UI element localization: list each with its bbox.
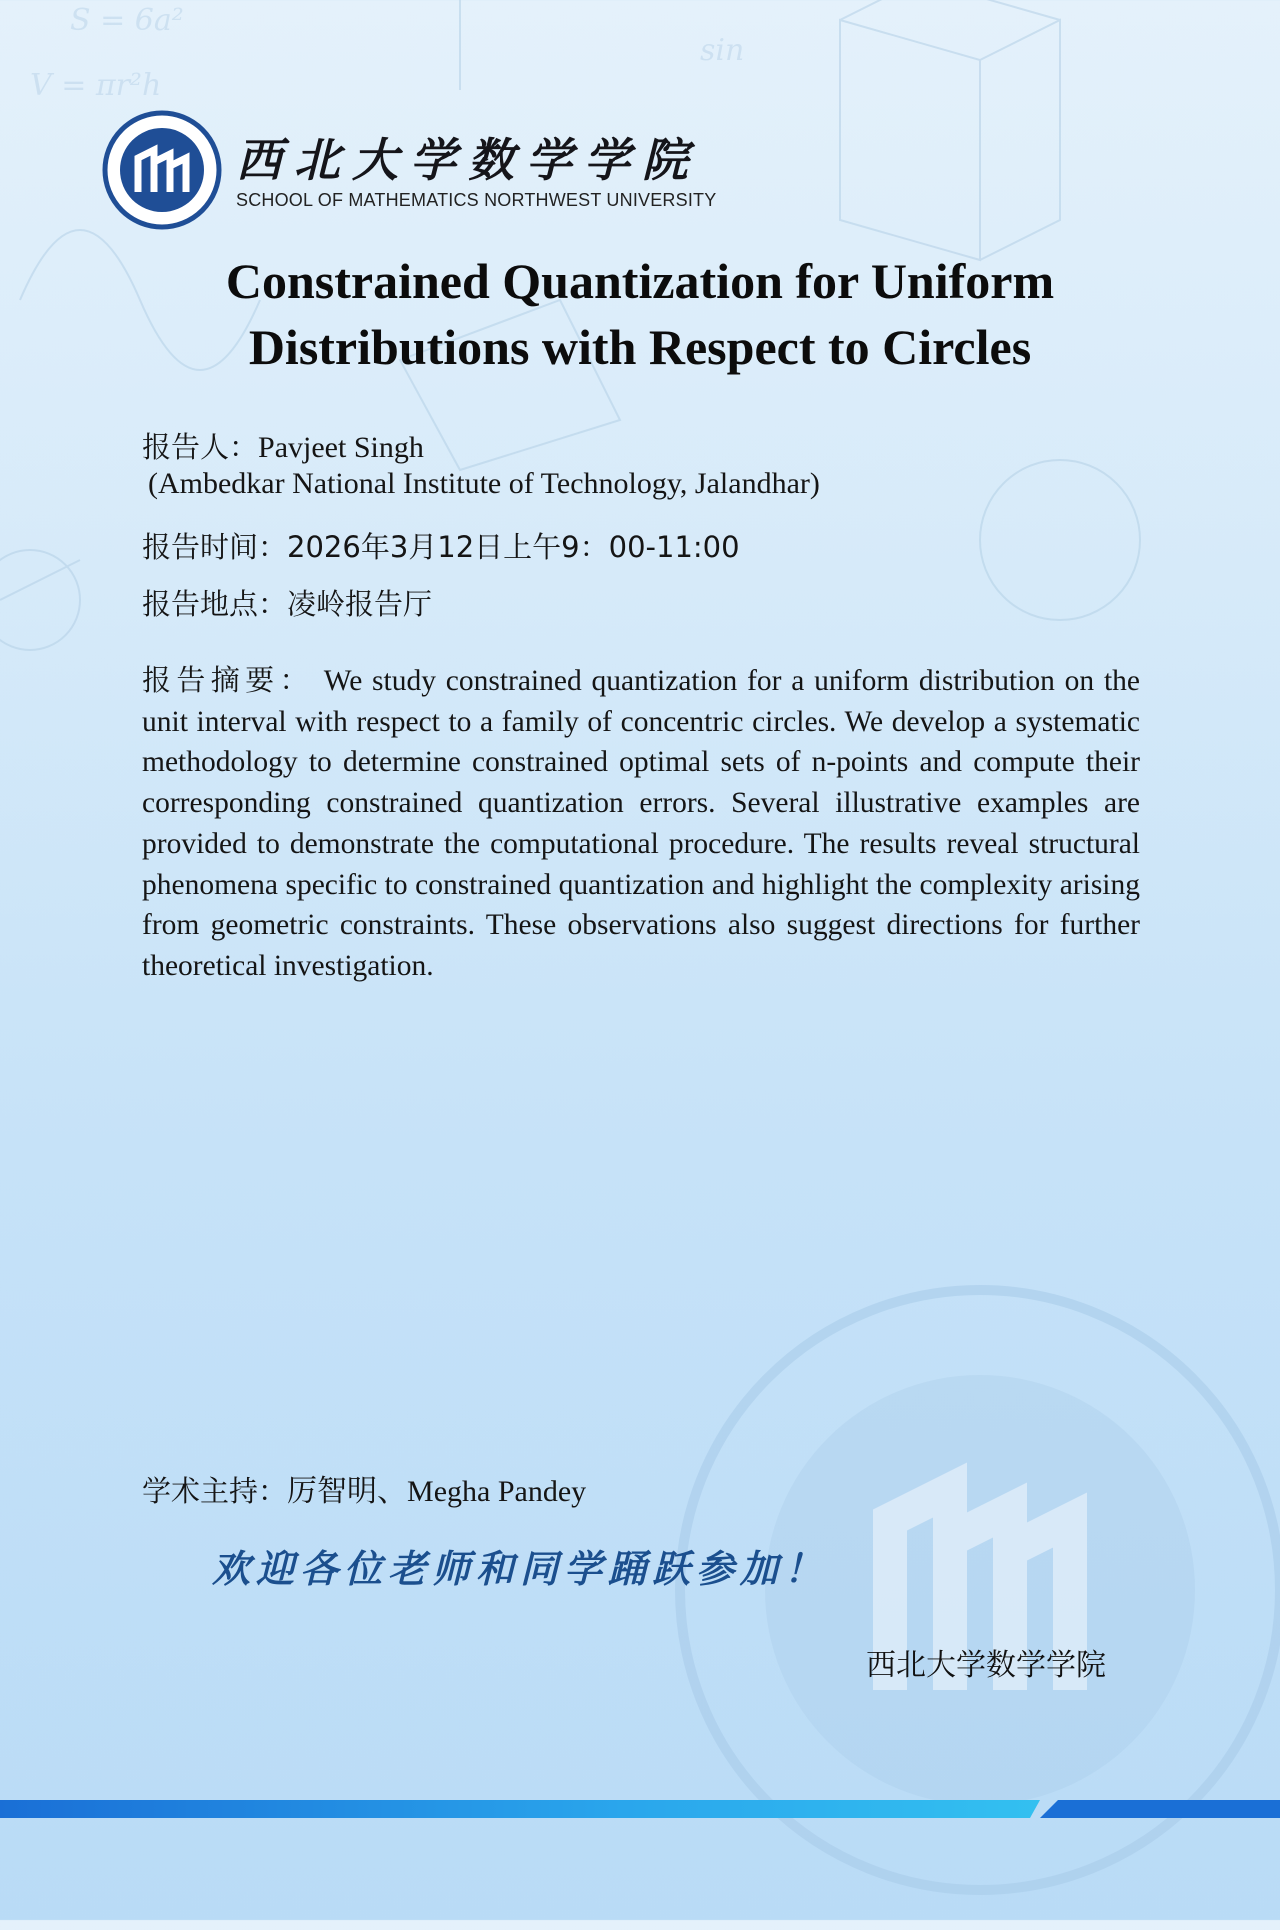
time-row [142,525,740,566]
header [102,110,742,230]
school-name-en: SCHOOL OF MATHEMATICS NORTHWEST UNIVERSITY [236,190,717,210]
host-label: 学术主持： [142,1474,288,1508]
seal-watermark [660,1270,1280,1930]
talk-title-line1: Constrained Quantization for Uniform [225,253,1055,309]
host-value: 厉智明、Megha Pandey [287,1475,587,1508]
school-name-cn: 西北大学数学学院 [236,133,700,187]
time-value: 2026年3月12日上午9：00-11:00 [287,530,740,564]
talk-title-line2: Distributions with Respect to Circles [248,319,1032,375]
speaker-label: 报告人： [142,430,259,464]
speaker-name: Pavjeet Singh [258,431,424,464]
location-value: 凌岭报告厅 [287,587,433,621]
organizer-signature: 西北大学数学学院 [866,1648,1106,1683]
host-row [142,1466,586,1510]
abstract-label: 报告摘要： [142,663,314,697]
talk-title [120,248,1160,380]
location-row [142,582,432,623]
time-label: 报告时间： [142,530,288,564]
speaker-row [142,425,424,466]
abstract [142,660,1140,987]
abstract-text: We study constrained quantization for a uniform distribution on the unit interval with respect to a family of concentric circles. We develop a systematic methodology to determine constrained optimal sets of n-points and compute their corresponding constrained quantization errors. Several illustrative examples are provided to demonstrate the computational procedure. The results reveal structural phenomena specific to constrained quantization and highlight the complexity arising from geometric constraints. These observations also suggest directions for further theoretical investigation. [142,665,1140,982]
location-label: 报告地点： [142,587,288,621]
university-logo-icon [102,110,222,230]
speaker-affiliation: (Ambedkar National Institute of Technology, Jalandhar) [148,467,820,500]
svg-text:S = 6a²: S = 6a² [70,3,184,38]
svg-text:sin: sin [700,33,745,68]
svg-text:V = πr²h: V = πr²h [30,68,162,103]
welcome-message: 欢迎各位老师和同学踊跃参加！ [212,1546,829,1591]
bottom-accent-bar [0,1796,1280,1822]
